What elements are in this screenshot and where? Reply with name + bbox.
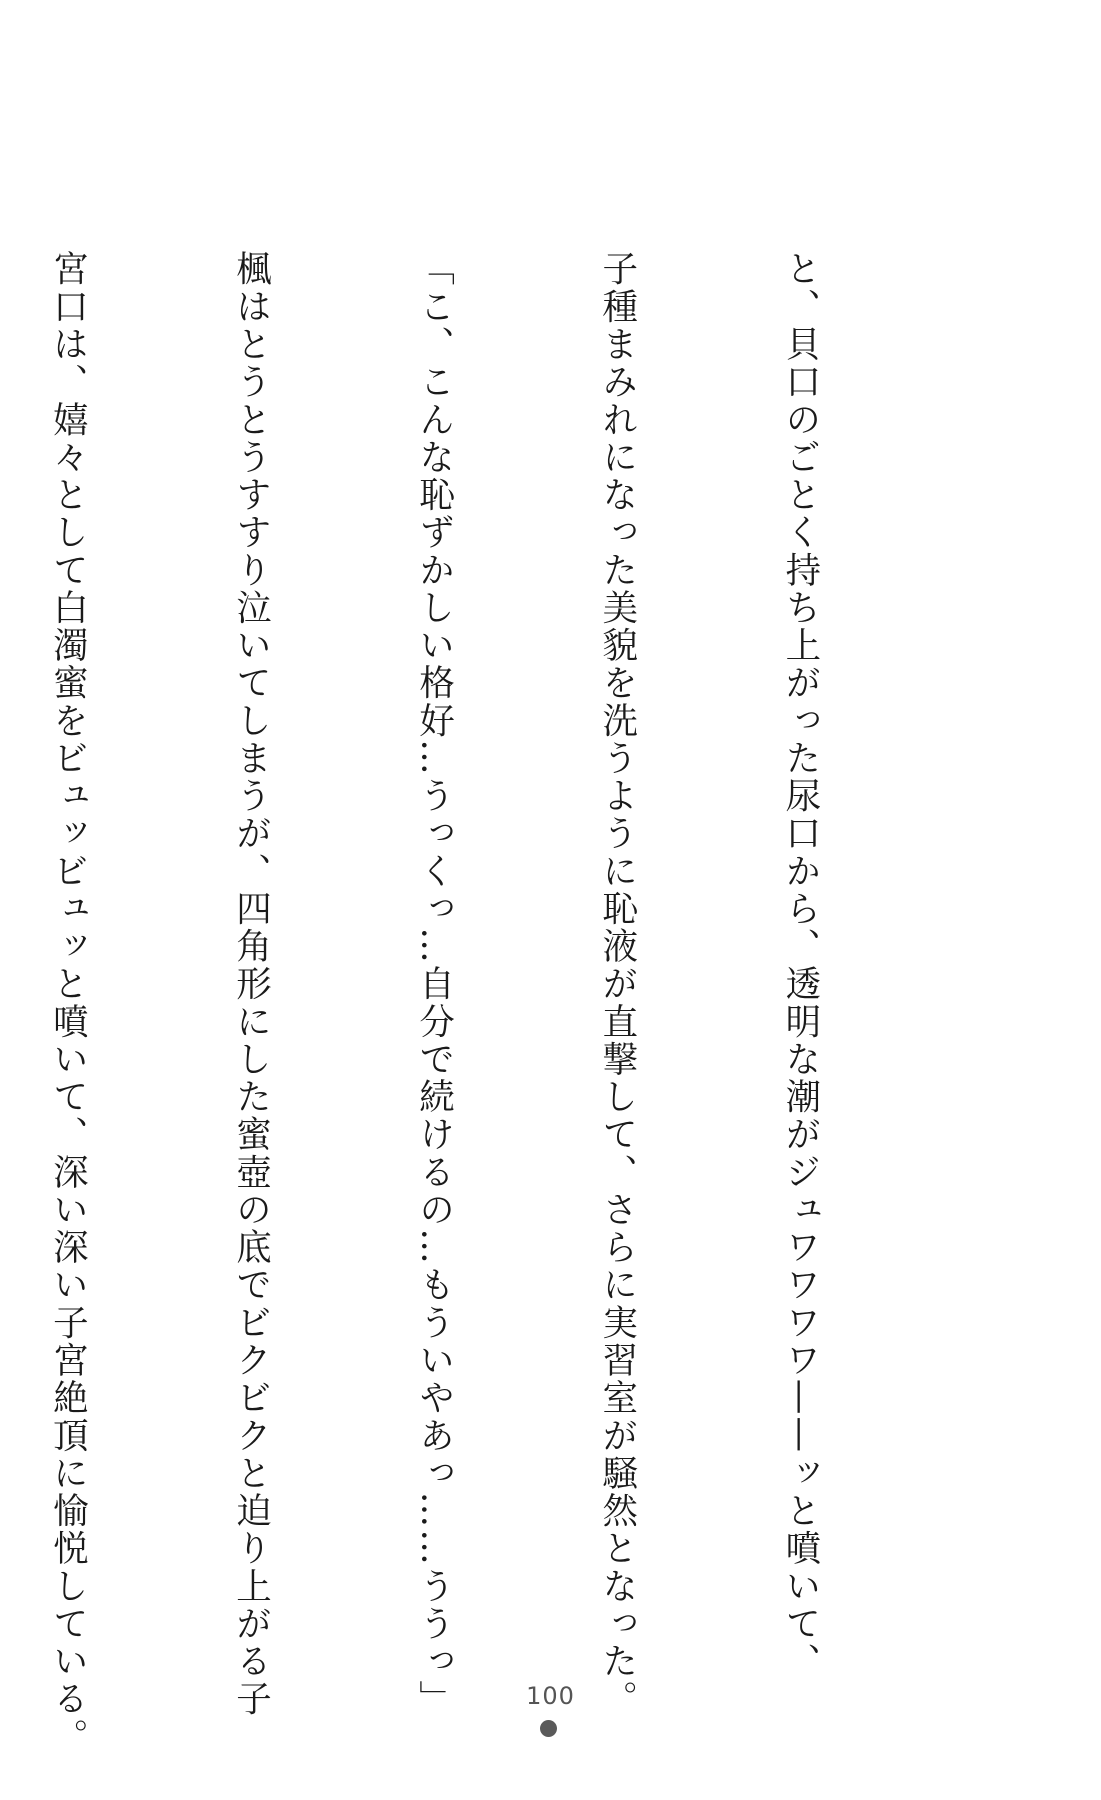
text-line: 「こ、こんな恥ずかしい格好…うっくっ…自分で続けるの…もういやあっ……ううっ」 <box>413 250 455 1718</box>
text-line: と、貝口のごとく持ち上がった尿口から、透明な潮がジュワワワワ——ッと噴いて、 <box>779 250 821 1680</box>
text-line: 子種まみれになった美貌を洗うように恥液が直撃して、さらに実習室が騒然となった。 <box>596 250 638 1718</box>
page-number-dot-icon <box>540 1720 557 1737</box>
text-line: 宮口は、嬉々として白濁蜜をビュッビュッと噴いて、深い深い子宮絶頂に愉悦している。 <box>47 250 89 1756</box>
page-number: 100 <box>526 1682 575 1710</box>
text-line: 楓はとうとうすすり泣いてしまうが、四角形にした蜜壺の底でビクビクと迫り上がる子 <box>230 250 272 1718</box>
